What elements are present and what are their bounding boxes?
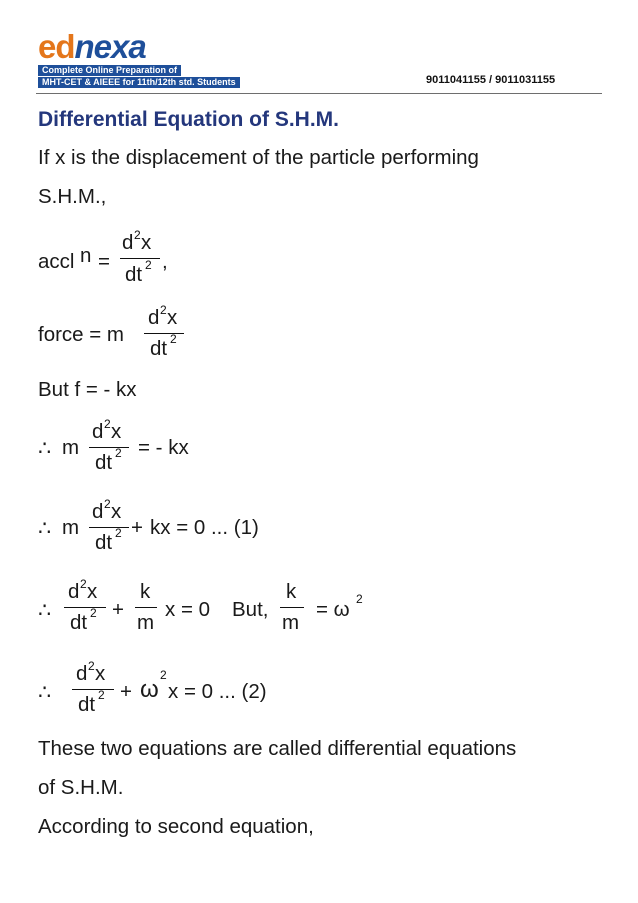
denominator-exp: 2 (115, 526, 122, 540)
denominator-dt: dt (150, 337, 168, 360)
frac-m: m (282, 611, 300, 634)
numerator-exp: 2 (104, 417, 111, 431)
intro-line-1: If x is the displacement of the particle performing (38, 146, 479, 169)
denominator-exp: 2 (90, 606, 97, 620)
numerator-d: d (148, 306, 160, 329)
fraction-bar (89, 447, 129, 448)
header-divider (36, 93, 602, 94)
numerator-x: x (95, 662, 106, 685)
omega-symbol: ω (140, 676, 159, 703)
rhs: = - kx (138, 436, 189, 459)
equals-sign: = (98, 250, 110, 273)
numerator-x: x (141, 231, 152, 254)
comma: , (162, 250, 168, 273)
denominator-dt: dt (95, 531, 113, 554)
conclusion-line-2: of S.H.M. (38, 776, 124, 799)
therefore-symbol: ∴ (38, 437, 52, 460)
but-f-line: But f = - kx (38, 378, 137, 401)
plus-sign: + (112, 598, 124, 621)
therefore-symbol: ∴ (38, 681, 52, 704)
intro-line-2: S.H.M., (38, 185, 107, 208)
numerator-d: d (92, 500, 104, 523)
conclusion-line-1: These two equations are called differential equations (38, 737, 517, 760)
accln-sup: n (80, 244, 92, 267)
numerator-d: d (122, 231, 134, 254)
denominator-dt: dt (70, 611, 88, 634)
numerator-d: d (76, 662, 88, 685)
frac-k: k (286, 580, 297, 603)
page-title: Differential Equation of S.H.M. (38, 108, 340, 131)
numerator-x: x (111, 420, 122, 443)
x-equals-zero: x = 0 (165, 598, 211, 621)
rhs: kx = 0 ... (1) (150, 516, 259, 539)
fraction-bar (72, 689, 114, 690)
fraction-bar (135, 607, 157, 608)
omega-exp: 2 (356, 592, 363, 606)
numerator-exp: 2 (134, 228, 141, 242)
denominator-exp: 2 (98, 688, 105, 702)
omega-exp: 2 (160, 668, 167, 682)
plus-sign: + (131, 516, 143, 539)
logo-ed: ed (38, 28, 75, 65)
numerator-d: d (92, 420, 104, 443)
phone-numbers: 9011041155 / 9011031155 (426, 74, 556, 86)
numerator-exp: 2 (88, 659, 95, 673)
therefore-symbol: ∴ (38, 517, 52, 540)
fraction-bar (64, 607, 106, 608)
mass-m: m (62, 516, 80, 539)
frac-k: k (140, 580, 151, 603)
conclusion-line-3: According to second equation, (38, 815, 314, 838)
numerator-d: d (68, 580, 80, 603)
numerator-x: x (87, 580, 98, 603)
denominator-exp: 2 (145, 258, 152, 272)
therefore-symbol: ∴ (38, 599, 52, 622)
numerator-exp: 2 (104, 497, 111, 511)
equals-omega: = ω (316, 598, 350, 621)
denominator-exp: 2 (115, 446, 122, 460)
frac-m: m (137, 611, 155, 634)
accln-label: accl (38, 250, 75, 273)
mass-m: m (62, 436, 80, 459)
fraction-bar (144, 333, 184, 334)
denominator-exp: 2 (170, 332, 177, 346)
ednexa-logo (38, 30, 146, 63)
logo-tagline-1: Complete Online Preparation of (38, 65, 181, 76)
logo-nexa: nexa (74, 28, 146, 65)
numerator-exp: 2 (160, 303, 167, 317)
denominator-dt: dt (95, 451, 113, 474)
fraction-bar (120, 258, 160, 259)
numerator-exp: 2 (80, 577, 87, 591)
fraction-bar (280, 607, 304, 608)
force-label: force = m (38, 323, 125, 346)
denominator-dt: dt (125, 263, 143, 286)
plus-sign: + (120, 680, 132, 703)
numerator-x: x (111, 500, 122, 523)
rhs: x = 0 ... (2) (168, 680, 267, 703)
denominator-dt: dt (78, 693, 96, 716)
numerator-x: x (167, 306, 178, 329)
but-label: But, (232, 598, 269, 621)
fraction-bar (89, 527, 129, 528)
logo-tagline-2: MHT-CET & AIEEE for 11th/12th std. Students (38, 77, 240, 88)
